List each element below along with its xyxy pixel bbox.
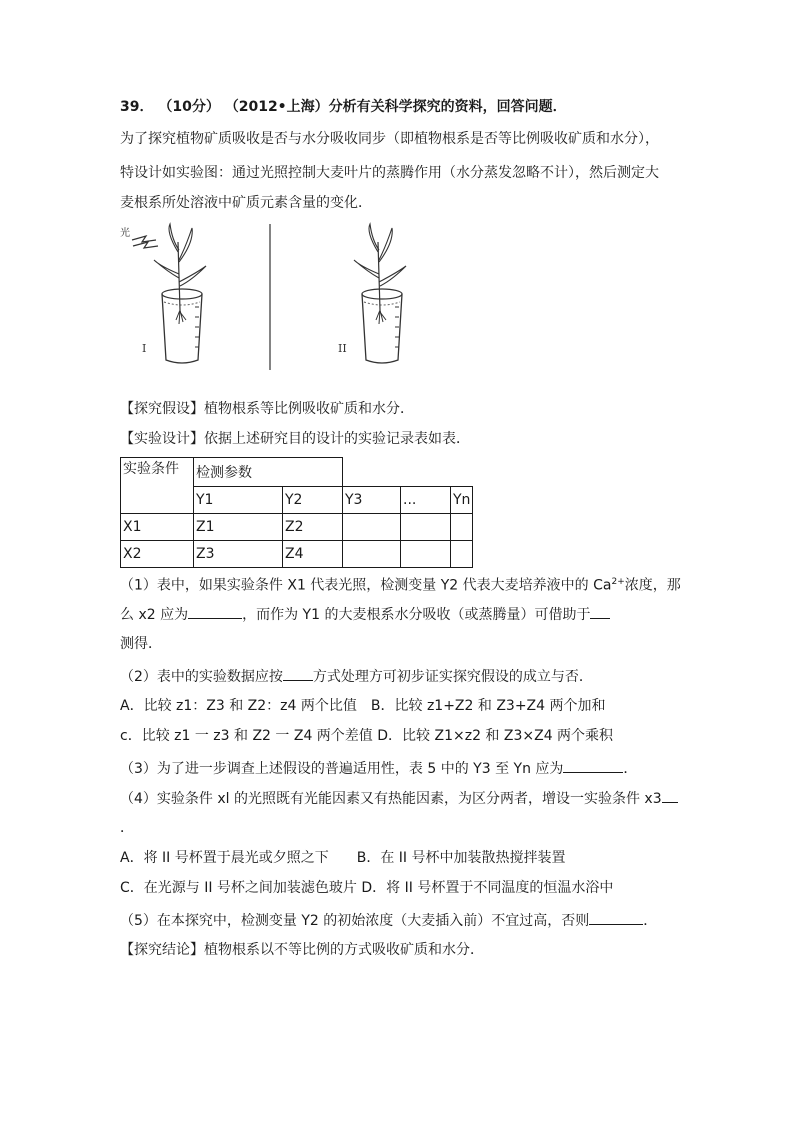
table-row [121, 541, 473, 568]
col-y2: Y2 [283, 487, 343, 514]
table-row [121, 514, 473, 541]
light-label: 光 [120, 228, 130, 239]
col-ellipsis: ... [401, 487, 451, 514]
experiment-illustration [118, 222, 448, 372]
record-table [120, 457, 473, 568]
col-y1: Y1 [194, 487, 283, 514]
q2-line: （2）表中的实验数据应按 方式处理方可初步证实探究假设的成立与否． [120, 666, 593, 687]
cell: X1 [121, 514, 194, 541]
q2-options-ab: A．比较 z1：Z3 和 Z2：z4 两个比值 B．比较 z1+Z2 和 Z3+Z4 两个加和 [120, 698, 606, 714]
cell: X2 [121, 541, 194, 568]
cell [401, 514, 451, 541]
q4-options-cd: C．在光源与 II 号杯之间加装滤色玻片 D．将 II 号杯置于不同温度的恒温水浴中 [120, 880, 614, 896]
answer-blank[interactable] [563, 758, 623, 773]
table-row [121, 458, 473, 487]
cell: Z1 [194, 514, 283, 541]
light-bolt-icon [132, 236, 156, 242]
question-header [120, 97, 567, 117]
question-points: （10分） [158, 99, 220, 115]
experiment-figure [118, 222, 448, 372]
answer-blank[interactable] [662, 788, 678, 803]
q3-line: （3）为了进一步调查上述假设的普遍适用性，表 5 中的 Y3 至 Yn 应为 ． [120, 758, 637, 779]
cup-2-label: II [338, 342, 347, 355]
q4-line: （4）实验条件 xl 的光照既有光能因素又有热能因素，为区分两者，增设一实验条件 x3 [120, 788, 678, 809]
header-conditions: 实验条件 [121, 458, 194, 514]
header-params: 检测参数 [194, 458, 343, 487]
cell [343, 514, 401, 541]
q2-options-cd: c．比较 z1 一 z3 和 Z2 一 Z4 两个差值 D．比较 Z1×z2 和 Z3×Z4 两个乘积 [120, 728, 614, 744]
cup-1 [154, 224, 206, 363]
cell [401, 541, 451, 568]
cell: Z4 [283, 541, 343, 568]
q1-line-3: 测得． [120, 636, 162, 652]
design-text: 【实验设计】依据上述研究目的设计的实验记录表如表． [120, 431, 470, 447]
answer-blank[interactable] [283, 666, 313, 681]
answer-blank[interactable] [188, 604, 242, 619]
hypothesis-text: 【探究假设】植物根系等比例吸收矿质和水分． [120, 401, 414, 417]
col-yn: Yn [451, 487, 473, 514]
cell [451, 541, 473, 568]
cell: Z2 [283, 514, 343, 541]
cell: Z3 [194, 541, 283, 568]
cell [343, 541, 401, 568]
answer-blank[interactable] [590, 604, 610, 619]
intro-line-2: 特设计如实验图：通过光照控制大麦叶片的蒸腾作用（水分蒸发忽略不计），然后测定大 [120, 165, 659, 181]
question-number: 39． [120, 99, 154, 115]
q1-line-2: 么 x2 应为 ，而作为 Y1 的大麦根系水分吸收（或蒸腾量）可借助于 [120, 604, 610, 625]
conclusion-text: 【探究结论】植物根系以不等比例的方式吸收矿质和水分． [120, 942, 484, 958]
q4-options-ab: A．将 II 号杯置于晨光或夕照之下 B．在 II 号杯中加装散热搅拌装置 [120, 850, 566, 866]
answer-blank[interactable] [589, 910, 643, 925]
cup-2 [354, 224, 406, 363]
q1-line-1: （1）表中，如果实验条件 X1 代表光照，检测变量 Y2 代表大麦培养液中的 $Ca^{2+}$浓度，那 [120, 577, 681, 594]
col-y3: Y3 [343, 487, 401, 514]
intro-line-3: 麦根系所处溶液中矿质元素含量的变化． [120, 195, 372, 211]
cup-1-label: I [142, 342, 147, 355]
question-source: （2012•上海） [224, 99, 329, 115]
intro-line-1: 为了探究植物矿质吸收是否与水分吸收同步（即植物根系是否等比例吸收矿质和水分）， [120, 131, 659, 147]
cell [451, 514, 473, 541]
question-prompt: 分析有关科学探究的资料，回答问题． [328, 99, 567, 115]
q5-line: （5）在本探究中，检测变量 Y2 的初始浓度（大麦插入前）不宜过高，否则 ． [120, 910, 657, 931]
q4-dot: ． [120, 820, 134, 836]
